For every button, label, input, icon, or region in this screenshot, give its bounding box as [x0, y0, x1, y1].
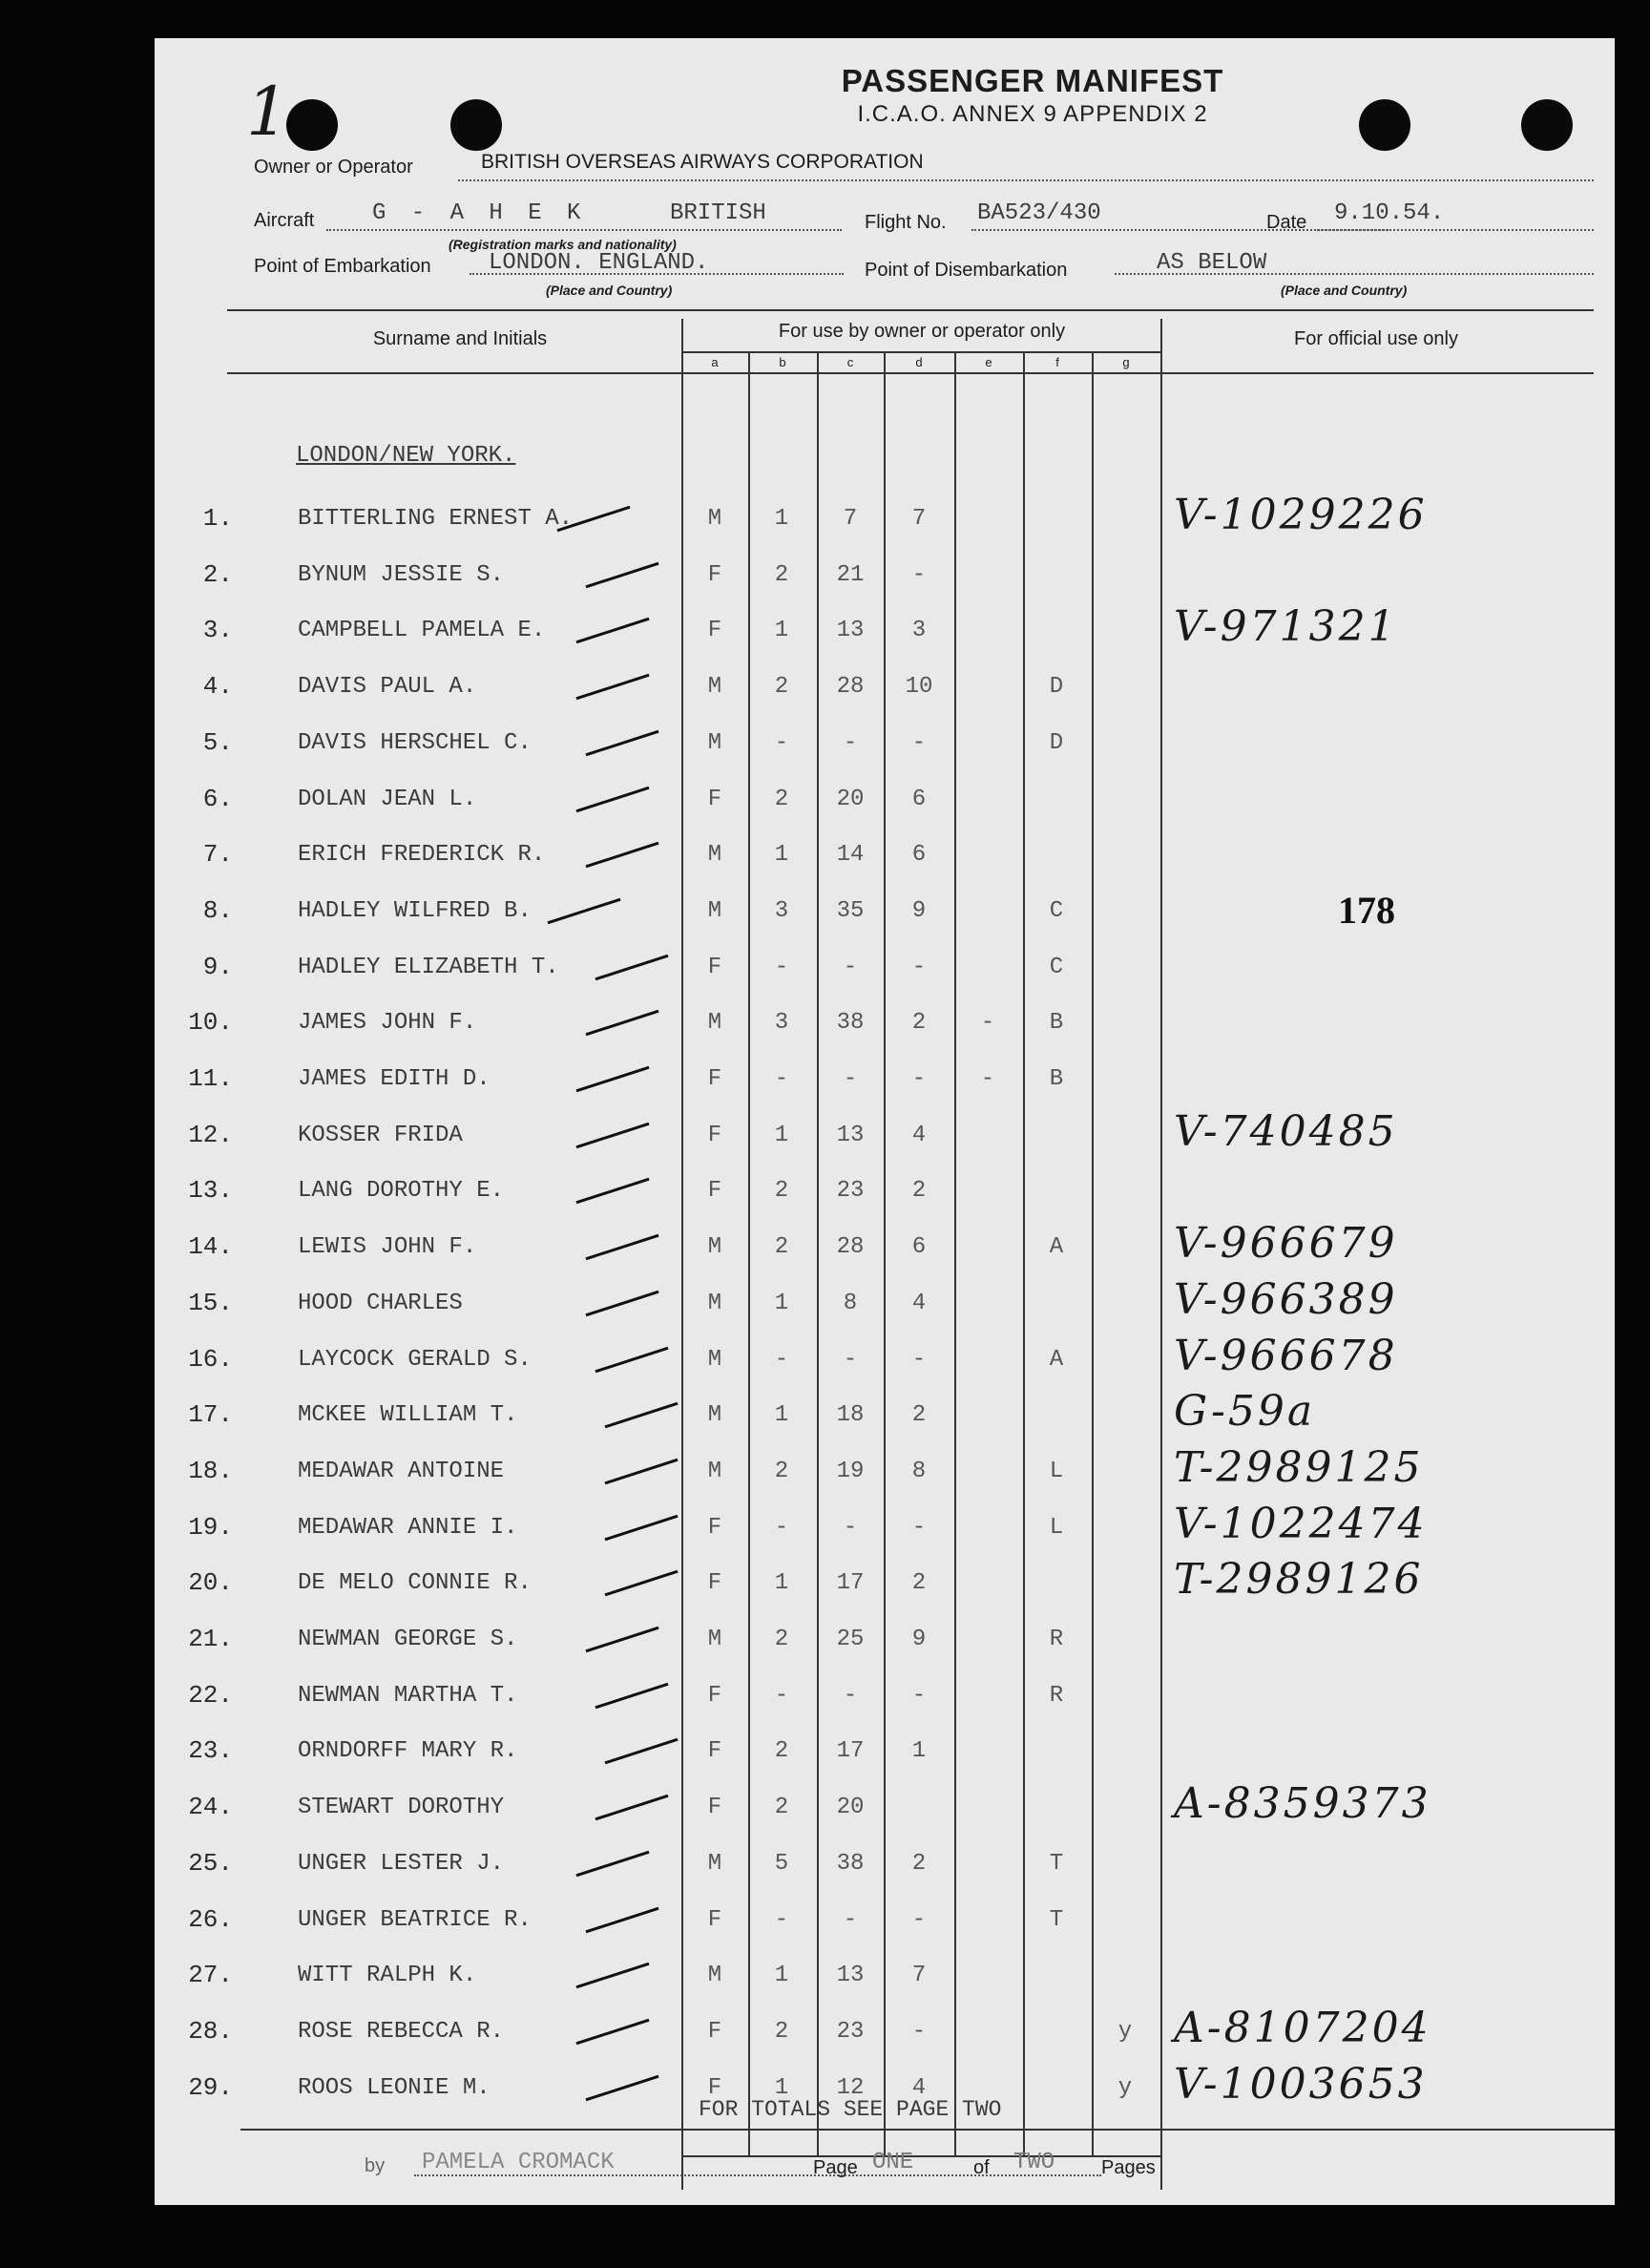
row-number: 21.	[188, 1625, 233, 1653]
surname-header: Surname and Initials	[372, 328, 548, 349]
cell-b: 1	[774, 842, 789, 868]
manifest-subtitle: I.C.A.O. ANNEX 9 APPENDIX 2	[857, 101, 1208, 127]
check-stroke	[595, 955, 668, 981]
subcol-a: a	[711, 355, 719, 369]
passenger-name: CAMPBELL PAMELA E.	[298, 618, 546, 643]
cell-a: F	[707, 1795, 722, 1820]
check-stroke	[585, 1291, 658, 1317]
cell-b: 1	[774, 618, 789, 643]
cell-f: A	[1049, 1234, 1064, 1260]
cell-a: F	[707, 1738, 722, 1764]
route-heading: LONDON/NEW YORK.	[296, 443, 516, 469]
footer-of-label: of	[973, 2157, 990, 2178]
cell-a: F	[707, 787, 722, 812]
cell-d: 6	[911, 842, 927, 868]
cell-f: D	[1049, 730, 1064, 756]
punch-hole-1	[286, 99, 338, 151]
cell-c: 7	[843, 506, 858, 532]
cell-b: 2	[774, 1627, 789, 1652]
row-number: 7.	[202, 840, 233, 869]
cell-c: -	[843, 1066, 858, 1092]
cell-d: -	[911, 1066, 927, 1092]
cell-d: -	[911, 2019, 927, 2045]
row-number: 16.	[188, 1345, 233, 1374]
check-stroke	[585, 1010, 658, 1037]
check-stroke	[575, 1178, 649, 1205]
cell-f: C	[1049, 898, 1064, 924]
punch-hole-2	[450, 99, 502, 151]
cell-e: -	[980, 1010, 995, 1036]
cell-b: 1	[774, 1291, 789, 1316]
cell-d: -	[911, 1515, 927, 1541]
cell-a: F	[707, 955, 722, 980]
official-entry: T-2989126	[1174, 1555, 1424, 1604]
cell-c: 25	[836, 1627, 865, 1652]
cell-b: 2	[774, 787, 789, 812]
cell-f: D	[1049, 674, 1064, 700]
cell-b: 2	[774, 2019, 789, 2045]
cell-a: F	[707, 562, 722, 588]
subcol-b: b	[779, 355, 786, 369]
passenger-name: HADLEY ELIZABETH T.	[298, 955, 559, 980]
cell-a: F	[707, 1515, 722, 1541]
cell-d: 2	[911, 1010, 927, 1036]
cell-b: 5	[774, 1851, 789, 1877]
cell-d: 3	[911, 618, 927, 643]
cell-a: M	[707, 1347, 722, 1373]
date-value: 9.10.54.	[1334, 200, 1445, 226]
cell-a: M	[707, 1402, 722, 1428]
cell-b: 2	[774, 1178, 789, 1204]
check-stroke	[575, 2019, 649, 2046]
cell-b: 2	[774, 562, 789, 588]
passenger-name: LAYCOCK GERALD S.	[298, 1347, 532, 1373]
check-stroke	[575, 1963, 649, 1989]
footer-pages-label: Pages	[1101, 2157, 1156, 2178]
row-number: 20.	[188, 1568, 233, 1597]
totals-note: FOR TOTALS SEE PAGE TWO	[699, 2097, 1002, 2122]
cell-c: 28	[836, 1234, 865, 1260]
row-number: 25.	[188, 1849, 233, 1878]
passenger-name: NEWMAN MARTHA T.	[298, 1683, 518, 1709]
cell-c: 21	[836, 562, 865, 588]
cell-b: -	[774, 1515, 789, 1541]
embarkation-place-note: (Place and Country)	[546, 283, 673, 298]
embarkation-value: LONDON. ENGLAND.	[489, 250, 709, 276]
row-number: 23.	[188, 1736, 233, 1765]
check-stroke	[595, 1795, 668, 1821]
cell-b: 3	[774, 898, 789, 924]
cell-c: -	[843, 1515, 858, 1541]
row-number: 8.	[202, 896, 233, 925]
cell-d: 2	[911, 1851, 927, 1877]
check-stroke	[575, 1123, 649, 1149]
footer-of-value: TWO	[1013, 2150, 1055, 2175]
cell-b: 2	[774, 1795, 789, 1820]
flight-number: BA523/430	[977, 200, 1101, 226]
official-entry: V-966389	[1174, 1275, 1398, 1324]
cell-d: 4	[911, 2075, 927, 2101]
official-entry: G-59a	[1174, 1387, 1316, 1436]
official-entry: V-740485	[1174, 1107, 1398, 1156]
check-stroke	[604, 1402, 678, 1429]
page-number-mark: 1	[246, 73, 292, 151]
check-stroke	[585, 730, 658, 757]
check-stroke	[575, 787, 649, 813]
aircraft-label: Aircraft	[254, 210, 315, 231]
cell-c: 13	[836, 1963, 865, 1988]
check-stroke	[604, 1515, 678, 1542]
cell-f: T	[1049, 1851, 1064, 1877]
cell-d: 2	[911, 1570, 927, 1596]
cell-d: 1	[911, 1738, 927, 1764]
check-stroke	[595, 1347, 668, 1374]
official-entry: V-1003653	[1174, 2060, 1428, 2109]
disembarkation-value: AS BELOW	[1157, 250, 1267, 276]
passenger-name: ROSE REBECCA R.	[298, 2019, 505, 2045]
official-entry: V-966678	[1174, 1332, 1398, 1380]
row-number: 2.	[202, 560, 233, 589]
footer-page-label: Page	[813, 2157, 858, 2178]
subcol-e: e	[985, 355, 992, 369]
cell-d: 4	[911, 1291, 927, 1316]
cell-b: 2	[774, 1234, 789, 1260]
cell-b: 1	[774, 1123, 789, 1148]
cell-d: -	[911, 562, 927, 588]
cell-d: -	[911, 955, 927, 980]
cell-a: M	[707, 842, 722, 868]
check-stroke	[575, 674, 649, 701]
cell-c: 17	[836, 1570, 865, 1596]
cell-d: -	[911, 730, 927, 756]
check-stroke	[575, 1066, 649, 1093]
cell-c: 38	[836, 1851, 865, 1877]
cell-b: 1	[774, 1570, 789, 1596]
cell-c: 35	[836, 898, 865, 924]
cell-f: L	[1049, 1515, 1064, 1541]
cell-c: -	[843, 955, 858, 980]
check-stroke	[604, 1738, 678, 1765]
punch-hole-3	[1359, 99, 1410, 151]
cell-d: 7	[911, 1963, 927, 1988]
cell-b: -	[774, 955, 789, 980]
cell-c: -	[843, 730, 858, 756]
check-stroke	[575, 1851, 649, 1878]
cell-b: -	[774, 1907, 789, 1933]
cell-d: -	[911, 1347, 927, 1373]
cell-c: 23	[836, 1178, 865, 1204]
row-number: 6.	[202, 785, 233, 813]
cell-f: B	[1049, 1010, 1064, 1036]
cell-f: C	[1049, 955, 1064, 980]
cell-c: 20	[836, 1795, 865, 1820]
aircraft-registration: G - A H E K	[372, 200, 587, 226]
passenger-name: ERICH FREDERICK R.	[298, 842, 546, 868]
cell-c: -	[843, 1907, 858, 1933]
cell-e: -	[980, 1066, 995, 1092]
cell-c: 28	[836, 674, 865, 700]
row-number: 18.	[188, 1457, 233, 1485]
check-stroke	[585, 1627, 658, 1653]
passenger-name: WITT RALPH K.	[298, 1963, 477, 1988]
row-number: 24.	[188, 1793, 233, 1821]
disembarkation-place-note: (Place and Country)	[1281, 283, 1408, 298]
check-stroke	[604, 1570, 678, 1597]
cell-f: A	[1049, 1347, 1064, 1373]
cell-c: -	[843, 1347, 858, 1373]
embarkation-label: Point of Embarkation	[254, 256, 431, 277]
check-stroke	[547, 898, 620, 925]
passenger-name: BYNUM JESSIE S.	[298, 562, 505, 588]
row-number: 5.	[202, 728, 233, 757]
cell-d: 6	[911, 787, 927, 812]
cell-d: 9	[911, 1627, 927, 1652]
row-number: 3.	[202, 616, 233, 644]
cell-c: 8	[843, 1291, 858, 1316]
cell-c: 23	[836, 2019, 865, 2045]
cell-g: y	[1117, 2075, 1133, 2101]
cell-c: 38	[836, 1010, 865, 1036]
cell-b: 1	[774, 2075, 789, 2101]
footer-by-value: PAMELA CROMACK	[422, 2150, 615, 2175]
passenger-name: DE MELO CONNIE R.	[298, 1570, 532, 1596]
check-stroke	[604, 1459, 678, 1485]
row-number: 19.	[188, 1513, 233, 1542]
cell-d: 8	[911, 1459, 927, 1484]
passenger-name: HOOD CHARLES	[298, 1291, 463, 1316]
check-stroke	[585, 2075, 658, 2102]
cell-a: M	[707, 1627, 722, 1652]
passenger-name: JAMES JOHN F.	[298, 1010, 477, 1036]
cell-d: 7	[911, 506, 927, 532]
cell-d: 10	[905, 674, 933, 700]
cell-c: 13	[836, 1123, 865, 1148]
passenger-name: UNGER LESTER J.	[298, 1851, 505, 1877]
cell-a: M	[707, 1234, 722, 1260]
cell-a: M	[707, 506, 722, 532]
cell-c: 18	[836, 1402, 865, 1428]
cell-c: 17	[836, 1738, 865, 1764]
passenger-name: NEWMAN GEORGE S.	[298, 1627, 518, 1652]
row-number: 15.	[188, 1289, 233, 1317]
official-entry: T-2989125	[1174, 1443, 1424, 1492]
passenger-name: HADLEY WILFRED B.	[298, 898, 532, 924]
official-header: For official use only	[1294, 328, 1458, 349]
row-number: 22.	[188, 1681, 233, 1710]
cell-a: M	[707, 1851, 722, 1877]
row-number: 28.	[188, 2017, 233, 2046]
cell-f: R	[1049, 1627, 1064, 1652]
cell-b: 1	[774, 1402, 789, 1428]
row-number: 17.	[188, 1400, 233, 1429]
official-entry: A-8359373	[1174, 1779, 1431, 1828]
cell-b: 3	[774, 1010, 789, 1036]
row-number: 4.	[202, 672, 233, 701]
cell-a: F	[707, 1907, 722, 1933]
row-number: 12.	[188, 1121, 233, 1149]
subcol-f: f	[1055, 355, 1059, 369]
passenger-name: ROOS LEONIE M.	[298, 2075, 491, 2101]
subcol-c: c	[846, 355, 854, 369]
col-divider-official	[1160, 319, 1162, 2190]
page-count-stamp: 178	[1338, 889, 1395, 932]
cell-f: B	[1049, 1066, 1064, 1092]
passenger-name: KOSSER FRIDA	[298, 1123, 463, 1148]
check-stroke	[585, 562, 658, 589]
row-number: 27.	[188, 1961, 233, 1989]
check-stroke	[585, 1234, 658, 1261]
cell-a: M	[707, 1291, 722, 1316]
cell-a: M	[707, 1010, 722, 1036]
cell-a: M	[707, 1459, 722, 1484]
cell-b: -	[774, 730, 789, 756]
passenger-name: STEWART DOROTHY	[298, 1795, 505, 1820]
cell-d: 6	[911, 1234, 927, 1260]
cell-f: T	[1049, 1907, 1064, 1933]
check-stroke	[585, 1907, 658, 1934]
flight-label: Flight No.	[865, 212, 947, 233]
row-number: 1.	[202, 504, 233, 533]
manifest-sheet	[155, 38, 1615, 2205]
row-number: 26.	[188, 1905, 233, 1934]
cell-b: 2	[774, 674, 789, 700]
check-stroke	[595, 1683, 668, 1710]
cell-b: 2	[774, 1459, 789, 1484]
owner-value: BRITISH OVERSEAS AIRWAYS CORPORATION	[481, 151, 924, 173]
subcol-d: d	[915, 355, 923, 369]
row-number: 11.	[188, 1064, 233, 1093]
row-number: 13.	[188, 1176, 233, 1205]
cell-c: 14	[836, 842, 865, 868]
cell-b: 1	[774, 506, 789, 532]
owner-label: Owner or Operator	[254, 157, 413, 178]
cell-a: F	[707, 2019, 722, 2045]
punch-hole-4	[1521, 99, 1573, 151]
cell-a: F	[707, 1178, 722, 1204]
cell-a: F	[707, 1570, 722, 1596]
official-entry: V-1029226	[1174, 491, 1428, 539]
cell-b: 2	[774, 1738, 789, 1764]
cell-b: -	[774, 1347, 789, 1373]
official-entry: V-971321	[1174, 602, 1398, 651]
cell-a: M	[707, 730, 722, 756]
cell-d: 2	[911, 1178, 927, 1204]
cell-c: 19	[836, 1459, 865, 1484]
cell-c: 13	[836, 618, 865, 643]
passenger-name: BITTERLING ERNEST A.	[298, 506, 574, 532]
cell-a: F	[707, 2075, 722, 2101]
operator-header: For use by owner or operator only	[778, 321, 1066, 342]
check-stroke	[575, 618, 649, 644]
row-number: 9.	[202, 953, 233, 981]
passenger-name: DOLAN JEAN L.	[298, 787, 477, 812]
cell-b: 1	[774, 1963, 789, 1988]
official-entry: A-8107204	[1174, 2004, 1431, 2052]
passenger-name: DAVIS HERSCHEL C.	[298, 730, 532, 756]
col-divider-a	[681, 319, 683, 2190]
cell-a: M	[707, 898, 722, 924]
passenger-name: MEDAWAR ANNIE I.	[298, 1515, 518, 1541]
passenger-name: LEWIS JOHN F.	[298, 1234, 477, 1260]
cell-c: -	[843, 1683, 858, 1709]
footer-page-value: ONE	[872, 2150, 914, 2175]
cell-f: R	[1049, 1683, 1064, 1709]
cell-a: F	[707, 1066, 722, 1092]
cell-a: M	[707, 1963, 722, 1988]
manifest-title: PASSENGER MANIFEST	[841, 63, 1224, 98]
cell-b: -	[774, 1066, 789, 1092]
passenger-name: UNGER BEATRICE R.	[298, 1907, 532, 1933]
official-entry: V-1022474	[1174, 1500, 1428, 1548]
check-stroke	[585, 842, 658, 869]
row-number: 14.	[188, 1232, 233, 1261]
cell-d: 9	[911, 898, 927, 924]
cell-g: y	[1117, 2019, 1133, 2045]
cell-d: 2	[911, 1402, 927, 1428]
passenger-name: ORNDORFF MARY R.	[298, 1738, 518, 1764]
passenger-name: JAMES EDITH D.	[298, 1066, 491, 1092]
date-label: Date	[1266, 212, 1307, 233]
passenger-name: MCKEE WILLIAM T.	[298, 1402, 518, 1428]
registration-note: (Registration marks and nationality)	[449, 237, 677, 252]
cell-b: -	[774, 1683, 789, 1709]
cell-d: 4	[911, 1123, 927, 1148]
row-number: 29.	[188, 2073, 233, 2102]
cell-a: F	[707, 1123, 722, 1148]
subcol-g: g	[1122, 355, 1130, 369]
aircraft-nationality: BRITISH	[670, 200, 766, 226]
passenger-name: DAVIS PAUL A.	[298, 674, 477, 700]
footer-by-label: by	[365, 2155, 386, 2176]
cell-a: F	[707, 618, 722, 643]
row-number: 10.	[188, 1008, 233, 1037]
disembarkation-label: Point of Disembarkation	[865, 260, 1068, 281]
cell-d: -	[911, 1907, 927, 1933]
cell-a: F	[707, 1683, 722, 1709]
cell-c: 20	[836, 787, 865, 812]
cell-a: M	[707, 674, 722, 700]
cell-d: -	[911, 1683, 927, 1709]
passenger-name: LANG DOROTHY E.	[298, 1178, 505, 1204]
cell-c: 12	[836, 2075, 865, 2101]
cell-f: L	[1049, 1459, 1064, 1484]
passenger-name: MEDAWAR ANTOINE	[298, 1459, 505, 1484]
official-entry: V-966679	[1174, 1219, 1398, 1268]
